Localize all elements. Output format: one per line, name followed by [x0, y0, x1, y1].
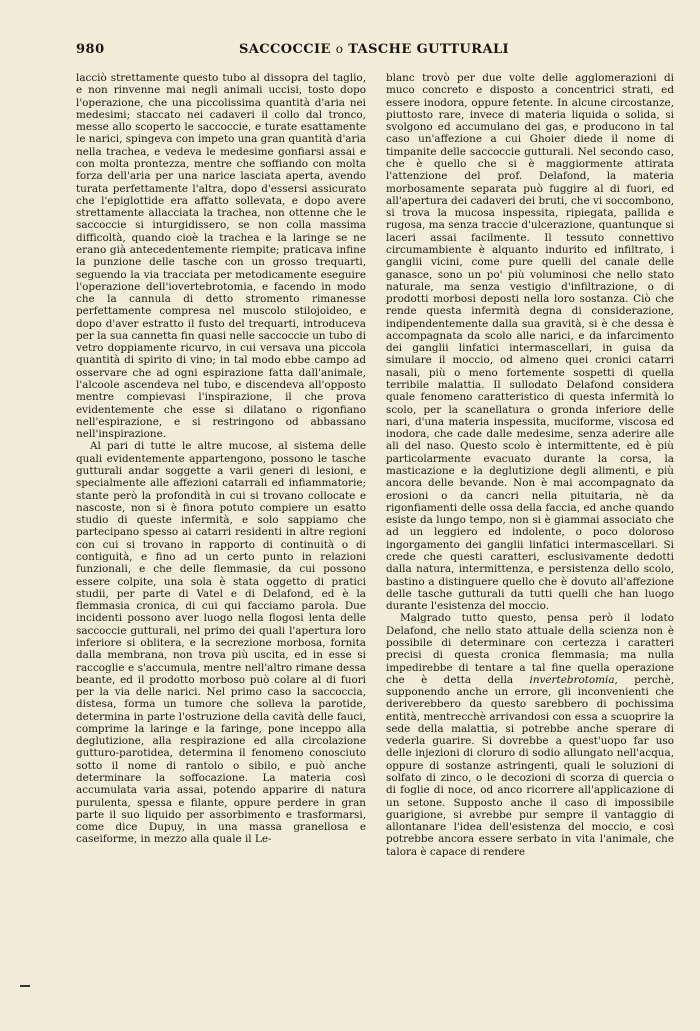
- right-paragraph-2: [386, 612, 674, 858]
- right-paragraph-2-start: Malgrado tutto questo, pensa però il lodato Delafond, che nello stato attuale della scienza non è possibile di determinare con certezza i caratteri precisi di questa cronica flemmasia; ma nulla impedirebbe di tentare a tal fine quella operazione che è detta della: [386, 612, 674, 686]
- running-title-conjunction: o: [335, 42, 344, 56]
- left-column: [76, 72, 366, 846]
- left-paragraph-2: Al pari di tutte le altre mucose, al sistema delle quali evidentemente appartengono, possono le tasche gutturali andar soggette a varii generi di lesioni, e specialmente alle affezioni catarrali ed infiammatorie; stante però la profondità in cui si trovano collocate e nascoste, non si è finora potuto compiere un esatto studio di queste infermità, e solo sappiamo che partecipano spesso ai catarri residenti in altre regioni con cui si trovano in rapporto di continuità o di contiguità, e fino ad un certo punto in relazioni funzionali, e che delle flemmasie, da cui possono essere colpite, una sola è stata oggetto di pratici studii, per parte di Vatel e di Delafond, ed è la flemmasia cronica, di cui qui facciamo parola. Due incidenti possono aver luogo nella flogosi lenta delle saccoccie gutturali, nel primo dei quali l'apertura loro inferiore si oblitera, e la secrezione morbosa, fornita dalla membrana, non trova più uscita, ed in esse si raccoglie e s'accumula, mentre nell'altro rimane dessa beante, ed il prodotto morboso può colare al di fuori per la via delle narici. Nel primo caso la saccoccia, distesa, forma un tumore che solleva la parotide, determina in parte l'ostruzione della cavità delle fauci, comprime la laringe e la faringe, pone inceppo alla deglutizione, alla respirazione ed alla circolazione gutturo-parotidea, determina il fenomeno conosciuto sotto il nome di rantolo o sibilo, e può anche determinare la soffocazione. La materia così accumulata varia assai, potendo apparire di natura purulenta, spessa e filante, oppure perdere in gran parte il suo liquido per assorbimento e trasformarsi, come dice Dupuy, in una massa granellosa e caseiforme, in mezzo alla quale il Le-: [76, 440, 366, 846]
- right-paragraph-2-end: , perchè, supponendo anche un errore, gli inconvenienti che deriverebbero da questo sarebbero di pochissima entità, mentrecchè arrivandosi con essa a scuoprire la sede della malattia, si potrebbe anche sperare di vederla guarire. Si dovrebbe a quest'uopo far uso delle injezioni di cloruro di sodio allungato nell'acqua, oppure di sostanze astringenti, quali le soluzioni di solfato di zinco, o le decozioni di scorza di quercia o di foglie di noce, od anco ricorrere all'applicazione di un setone. Supposto anche il caso di impossibile guarigione, si avrebbe pur sempre il vantaggio di allontanare l'idea dell'esistenza del moccio, e così potrebbe ancora essere serbato in vita l'animale, che talora è capace di rendere: [386, 673, 674, 858]
- right-paragraph-1: blanc trovò per due volte delle agglomerazioni di muco concreto e disposto a concentrici strati, ed essere inodora, oppure fetente. In alcune circostanze, piuttosto rare, invece di materia liquida o solida, si svolgono ed accumulano dei gas, e producono in tal caso un'affezione a cui Ghoier diede il nome di timpanite delle saccoccie gutturali. Nel secondo caso, che è quello che si è maggiormente attirata l'attenzione del prof. Delafond, la materia morbosamente separata può fuggire al di fuori, ed all'apertura dei cadaveri dei bruti, che vi soccombono, si trova la mucosa inspessita, ripiegata, pallida e rugosa, ma senza traccie d'ulcerazione, quantunque si laceri assai facilmente. Il tessuto connettivo circumambiente è alquanto indurito ed infiltrato, i ganglii vicini, come pure quelli del canale delle ganasce, sono un po' più voluminosi che nello stato naturale, ma senza vestigio d'infiltrazione, o di prodotti morbosi deposti nella loro sostanza. Ciò che rende questa infermità degna di considerazione, indipendentemente dalla sua gravità, si è che dessa è accompagnata da scolo alle narici, e da infarcimento dei ganglii linfatici intermascellari, in guisa da simulare il moccio, od almeno quei cronici catarri nasali, più o meno fortemente sospetti di quella terribile malattia. Il sullodato Delafond considera quale fenomeno caratteristico di questa infermità lo scolo, per la scanellatura o gronda inferiore delle nari, d'una materia inspessita, muciforme, viscosa ed inodora, che cade dalle medesime, senza aderire alle ali del naso. Questo scolo è intermittente, ed è più particolarmente evacuato durante la corsa, la masticazione e la deglutizione degli alimenti, e più ancora delle bevande. Non è mai accompagnato da erosioni o da cancri nella pituitaria, nè da rigonfiamenti delle ossa della faccia, ed anche quando esiste da lungo tempo, non si è giammai associato che ad un leggiero ed indolente, o poco doloroso ingorgamento dei ganglii linfatici intermascellari. Si crede che questi caratteri, esclusivamente dedotti dalla natura, intermittenza, e persistenza dello scolo, bastino a distinguere quello che è dovuto all'affezione delle tasche gutturali da tutti quelli che han luogo durante l'esistenza del moccio.: [386, 72, 674, 613]
- page-header: [76, 42, 672, 62]
- italic-term: invertebrotomia: [529, 673, 615, 686]
- left-paragraph-1: lacciò strettamente questo tubo al dissopra del taglio, e non rinvenne mai negli animali uccisi, tosto dopo l'operazione, che una piccolissima quantità d'aria nei medesimi; staccato nei cadaveri il collo dal tronco, messe allo scoperto le saccoccie, e turate esattamente le narici, spingeva con impeto una gran quantità d'aria nella trachea, e vedeva le medesime gonfiarsi assai e con molta prontezza, mentre che soffiando con molta forza dell'aria per una narice lasciata aperta, avendo turata perfettamente l'altra, dopo d'essersi assicurato che l'epiglottide era affatto sollevata, e dopo avere strettamente allacciata la trachea, non ottenne che le saccoccie si inturgidissero, se non colla massima difficoltà, quando cioè la trachea e la laringe se ne erano già antecedentemente riempite; praticava infine la punzione delle tasche con un grosso trequarti, seguendo la via tracciata per metodicamente eseguire l'operazione dell'iovertebrotomia, e facendo in modo che la cannula di detto stromento rimanesse perfettamente compresa nel muscolo stilojoideo, e dopo d'aver estratto il fusto del trequarti, introduceva per la sua cannetta fin quasi nelle saccoccie un tubo di vetro doppiamente ricurvo, in cui versava una piccola quantità di spirito di vino; in tal modo ebbe campo ad osservare che ad ogni espirazione fatta dall'animale, l'alcoole ascendeva nel tubo, e discendeva all'opposto mentre compievasi l'inspirazione, il che prova evidentemente che esse si dilatano o rigonfiano nell'espirazione, e si restringono od abbassano nell'inspirazione.: [76, 72, 366, 441]
- right-column: [386, 72, 674, 858]
- margin-mark: [20, 985, 30, 987]
- running-title: [76, 42, 672, 57]
- running-title-part1: SACCOCCIE: [239, 42, 331, 57]
- page-number: 980: [76, 42, 105, 57]
- running-title-part2: TASCHE GUTTURALI: [348, 42, 509, 57]
